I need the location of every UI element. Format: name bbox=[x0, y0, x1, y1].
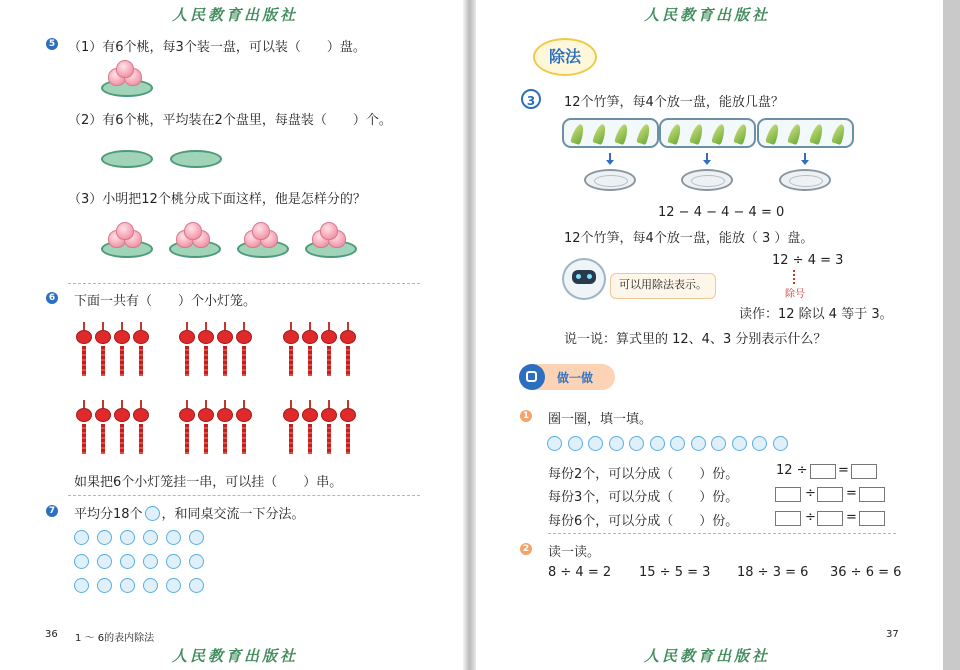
circle-icon bbox=[74, 530, 89, 545]
circle-icon bbox=[143, 578, 158, 593]
circle-icon bbox=[773, 436, 788, 451]
lantern-icon bbox=[302, 400, 318, 456]
publisher-logo: 人民教育出版社 bbox=[172, 6, 299, 24]
page-edge bbox=[943, 0, 960, 670]
peach bbox=[116, 60, 134, 78]
circle-icon bbox=[547, 436, 562, 451]
circle-icon bbox=[752, 436, 767, 451]
practice-header bbox=[519, 364, 615, 390]
plate bbox=[584, 169, 636, 191]
lantern-icon bbox=[302, 322, 318, 378]
lantern-icon bbox=[321, 400, 337, 456]
robot-speech-bubble bbox=[610, 273, 716, 299]
lantern-icon bbox=[198, 322, 214, 378]
circle-icon bbox=[166, 578, 181, 593]
divider bbox=[68, 283, 420, 284]
lantern-icon bbox=[95, 400, 111, 456]
lantern-icon bbox=[340, 322, 356, 378]
bamboo-group bbox=[659, 118, 756, 148]
lantern-icon bbox=[179, 400, 195, 456]
lantern-icon bbox=[217, 322, 233, 378]
publisher-logo-footer: 人民教育出版社 bbox=[644, 647, 771, 665]
practice-q1-title: 圈一圈，填一填。 bbox=[548, 412, 653, 427]
equals-sign: = bbox=[838, 463, 849, 478]
divider bbox=[68, 495, 420, 496]
lantern-icon bbox=[133, 322, 149, 378]
division-equation: 12 ÷ 4 = 3 bbox=[772, 253, 844, 268]
circle-icon bbox=[143, 530, 158, 545]
reading-item: 8 ÷ 4 = 2 bbox=[548, 565, 612, 580]
circle-icon bbox=[120, 530, 135, 545]
circle-icon bbox=[120, 554, 135, 569]
lantern-icon bbox=[283, 322, 299, 378]
lantern-icon bbox=[236, 322, 252, 378]
peach bbox=[252, 222, 270, 240]
section-title-badge bbox=[533, 38, 597, 76]
example-answer: 12个竹笋，每4个放一盘，能放（ 3 ）盘。 bbox=[564, 231, 814, 246]
practice-label: 做一做 bbox=[557, 371, 594, 385]
practice-row2-text: 每份3个，可以分成（ ）份。 bbox=[548, 490, 739, 505]
row1-prefix: 12 ÷ bbox=[776, 463, 808, 478]
equals-sign: = bbox=[846, 510, 857, 525]
left-page bbox=[0, 0, 463, 670]
circle-icon bbox=[74, 554, 89, 569]
lantern-icon bbox=[340, 400, 356, 456]
arrow-down-icon bbox=[706, 153, 708, 161]
bamboo-shoot-icon bbox=[733, 123, 749, 145]
answer-box[interactable] bbox=[810, 464, 836, 479]
bamboo-shoot-icon bbox=[689, 123, 705, 145]
bamboo-shoot-icon bbox=[667, 123, 683, 145]
q5-part1-text: （1）有6个桃，每3个装一盘，可以装（ ）盘。 bbox=[68, 40, 366, 55]
division-sign: ÷ bbox=[805, 510, 816, 525]
chapter-title: 1 ～ 6的表内除法 bbox=[75, 633, 155, 644]
bamboo-shoot-icon bbox=[636, 123, 652, 145]
answer-box[interactable] bbox=[775, 487, 801, 502]
division-sign: ÷ bbox=[805, 486, 816, 501]
lantern-icon bbox=[133, 400, 149, 456]
practice-number-2: 2 bbox=[520, 543, 532, 555]
circle-icon bbox=[609, 436, 624, 451]
empty-plate-1 bbox=[101, 150, 153, 168]
bamboo-shoot-icon bbox=[765, 123, 781, 145]
q5-part2-text: （2）有6个桃，平均装在2个盘里，每盘装（ ）个。 bbox=[68, 113, 392, 128]
practice-number-1: 1 bbox=[520, 410, 532, 422]
circle-icon bbox=[650, 436, 665, 451]
q5-part3-text: （3）小明把12个桃分成下面这样，他是怎样分的？ bbox=[68, 192, 366, 207]
answer-box[interactable] bbox=[775, 511, 801, 526]
circle-icon bbox=[145, 506, 160, 521]
lantern-icon bbox=[179, 322, 195, 378]
lantern-icon bbox=[114, 400, 130, 456]
circle-icon bbox=[691, 436, 706, 451]
arrow-down-icon bbox=[609, 153, 611, 161]
bamboo-shoot-icon bbox=[614, 123, 630, 145]
question-number-6: 6 bbox=[46, 292, 58, 304]
plate bbox=[681, 169, 733, 191]
robot-icon bbox=[562, 258, 606, 300]
q7-text-b: ，和同桌交流一下分法。 bbox=[161, 507, 305, 522]
lantern-icon bbox=[236, 400, 252, 456]
reading-item: 18 ÷ 3 = 6 bbox=[737, 565, 809, 580]
divisor-sign-label: 除号 bbox=[785, 289, 805, 300]
circle-icon bbox=[166, 554, 181, 569]
robot-tip-text: 可以用除法表示。 bbox=[619, 278, 707, 291]
reading-item: 36 ÷ 6 = 6 bbox=[830, 565, 902, 580]
section-title: 除法 bbox=[548, 47, 581, 66]
circle-icon bbox=[97, 554, 112, 569]
bamboo-shoot-icon bbox=[809, 123, 825, 145]
arrow-down-icon bbox=[804, 153, 806, 161]
lantern-icon bbox=[114, 322, 130, 378]
equals-sign: = bbox=[846, 486, 857, 501]
circle-icon bbox=[143, 554, 158, 569]
circle-icon bbox=[97, 578, 112, 593]
lantern-icon bbox=[95, 322, 111, 378]
answer-box[interactable] bbox=[851, 464, 877, 479]
circle-icon bbox=[568, 436, 583, 451]
circle-icon bbox=[670, 436, 685, 451]
answer-box[interactable] bbox=[859, 511, 885, 526]
circle-icon bbox=[120, 578, 135, 593]
bamboo-shoot-icon bbox=[570, 123, 586, 145]
circle-icon bbox=[74, 578, 89, 593]
peach bbox=[184, 222, 202, 240]
answer-box[interactable] bbox=[817, 487, 843, 502]
circle-icon bbox=[189, 578, 204, 593]
bamboo-shoot-icon bbox=[787, 123, 803, 145]
read-as-text: 读作：12 除以 4 等于 3。 bbox=[739, 307, 893, 322]
example-question: 12个竹笋，每4个放一盘，能放几盘？ bbox=[564, 95, 784, 110]
question-number-7: 7 bbox=[46, 505, 58, 517]
q7-text-a: 平均分18个 bbox=[74, 507, 143, 522]
right-page bbox=[476, 0, 943, 670]
circle-icon bbox=[97, 530, 112, 545]
practice-row3-text: 每份6个，可以分成（ ）份。 bbox=[548, 514, 739, 529]
circle-icon bbox=[166, 530, 181, 545]
practice-row1-text: 每份2个，可以分成（ ）份。 bbox=[548, 467, 739, 482]
q7-text bbox=[74, 503, 305, 522]
subtraction-equation: 12 − 4 − 4 − 4 = 0 bbox=[658, 205, 785, 220]
answer-box[interactable] bbox=[859, 487, 885, 502]
divider bbox=[548, 533, 896, 534]
page-number: 36 bbox=[45, 629, 58, 640]
peach bbox=[320, 222, 338, 240]
answer-box[interactable] bbox=[817, 511, 843, 526]
bamboo-shoot-icon bbox=[831, 123, 847, 145]
bamboo-shoot-icon bbox=[592, 123, 608, 145]
circle-icon bbox=[588, 436, 603, 451]
lantern-icon bbox=[76, 322, 92, 378]
publisher-logo-footer: 人民教育出版社 bbox=[172, 647, 299, 665]
bamboo-group bbox=[562, 118, 659, 148]
circle-icon bbox=[189, 554, 204, 569]
question-number-5: 5 bbox=[46, 38, 58, 50]
lantern-icon bbox=[321, 322, 337, 378]
lantern-icon bbox=[76, 400, 92, 456]
empty-plate-2 bbox=[170, 150, 222, 168]
practice-q2-title: 读一读。 bbox=[548, 545, 601, 560]
lantern-icon bbox=[217, 400, 233, 456]
discussion-prompt: 说一说：算式里的 12、4、3 分别表示什么？ bbox=[564, 332, 827, 347]
publisher-logo: 人民教育出版社 bbox=[644, 6, 771, 24]
page-number: 37 bbox=[886, 629, 899, 640]
circle-icon bbox=[189, 530, 204, 545]
circle-icon bbox=[711, 436, 726, 451]
lantern-icon bbox=[283, 400, 299, 456]
bamboo-shoot-icon bbox=[711, 123, 727, 145]
plate bbox=[779, 169, 831, 191]
circle-icon bbox=[732, 436, 747, 451]
divisor-pointer bbox=[793, 270, 795, 284]
peach bbox=[116, 222, 134, 240]
example-number-3: 3 bbox=[521, 89, 541, 109]
q6-bottom-text: 如果把6个小灯笼挂一串，可以挂（ ）串。 bbox=[74, 475, 343, 490]
circle-icon bbox=[629, 436, 644, 451]
book-gutter bbox=[463, 0, 476, 670]
bamboo-group bbox=[757, 118, 854, 148]
pencil-icon bbox=[519, 364, 545, 390]
reading-item: 15 ÷ 5 = 3 bbox=[639, 565, 711, 580]
lantern-icon bbox=[198, 400, 214, 456]
q6-text: 下面一共有（ ）个小灯笼。 bbox=[74, 294, 257, 309]
